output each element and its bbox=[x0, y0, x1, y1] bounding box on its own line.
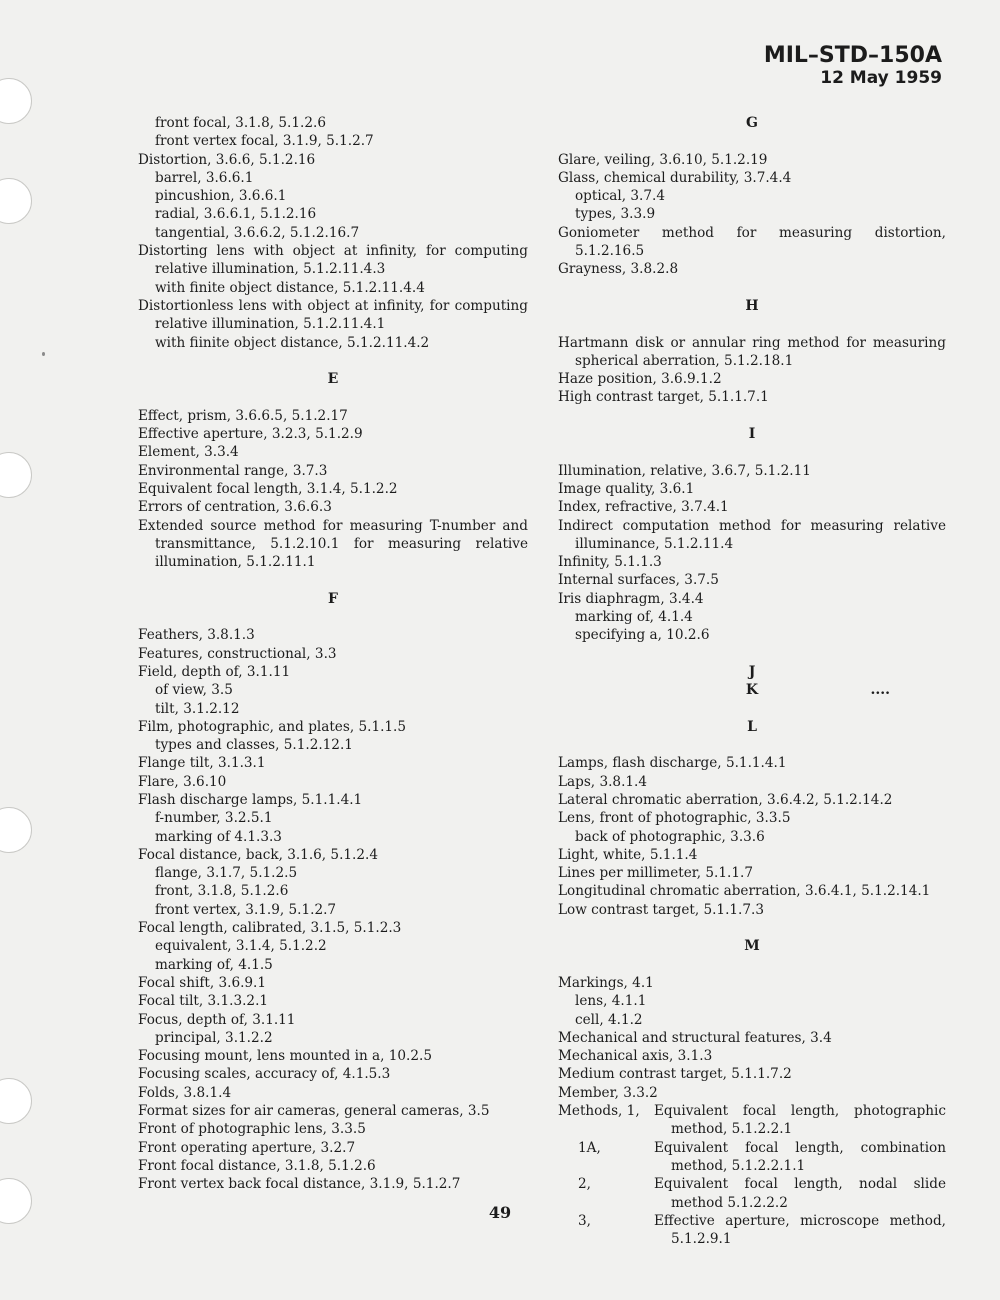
index-entry: Focal length, calibrated, 3.1.5, 5.1.2.3 bbox=[138, 920, 402, 937]
index-entry: Illumination, relative, 3.6.7, 5.1.2.11 bbox=[558, 462, 811, 479]
section-letter-text: E bbox=[327, 371, 339, 388]
section-letter bbox=[558, 681, 946, 699]
index-entry: Flare, 3.6.10 bbox=[138, 773, 227, 790]
spacer bbox=[138, 352, 528, 370]
index-entry: Mechanical axis, 3.1.3 bbox=[558, 1048, 713, 1065]
index-entry: Iris diaphragm, 3.4.4 bbox=[558, 590, 704, 607]
section-letter bbox=[558, 937, 946, 955]
index-entry: Image quality, 3.6.1 bbox=[558, 480, 695, 497]
index-entry: Haze position, 3.6.9.1.2 bbox=[558, 371, 722, 388]
document-date: 12 May 1959 bbox=[820, 68, 942, 88]
index-entry: Focusing mount, lens mounted in a, 10.2.5 bbox=[138, 1048, 432, 1065]
index-entry: Mechanical and structural features, 3.4 bbox=[558, 1029, 832, 1046]
section-letter-text: G bbox=[746, 115, 758, 131]
spacer bbox=[558, 407, 946, 425]
index-subentry: marking of, 4.1.4 bbox=[575, 609, 693, 626]
index-entry: Goniometer method for measuring distortion, 5.1.2.16.5 bbox=[558, 224, 946, 260]
index-subentry: marking of, 4.1.5 bbox=[155, 956, 273, 973]
index-entry: Feathers, 3.8.1.3 bbox=[138, 627, 255, 644]
index-entry: Focal tilt, 3.1.3.2.1 bbox=[138, 993, 269, 1010]
method-number: Methods, 1, bbox=[558, 1103, 640, 1120]
index-subentry: with finite object distance, 5.1.2.11.4.4 bbox=[155, 279, 425, 296]
index-subentry: of view, 3.5 bbox=[155, 682, 233, 699]
index-subentry: tangential, 3.6.6.2, 5.1.2.16.7 bbox=[155, 224, 360, 241]
index-entry: Lamps, flash discharge, 5.1.1.4.1 bbox=[558, 755, 787, 772]
index-subentry: back of photographic, 3.3.6 bbox=[575, 828, 765, 845]
index-subentry: front, 3.1.8, 5.1.2.6 bbox=[155, 883, 289, 900]
spacer bbox=[558, 279, 946, 297]
spacer bbox=[558, 919, 946, 937]
index-entry: Film, photographic, and plates, 5.1.1.5 bbox=[138, 718, 407, 735]
section-letter-text: I bbox=[748, 426, 756, 443]
section-letter bbox=[558, 297, 946, 315]
section-letter-text: J bbox=[748, 663, 756, 680]
method-number: 3, bbox=[578, 1212, 591, 1229]
index-entry: Glass, chemical durability, 3.7.4.4 bbox=[558, 169, 792, 186]
section-letter bbox=[138, 590, 528, 608]
section-letter bbox=[558, 718, 946, 736]
index-left-column bbox=[138, 114, 528, 1194]
spacer bbox=[138, 571, 528, 589]
index-entry: Environmental range, 3.7.3 bbox=[138, 462, 328, 479]
index-entry: Member, 3.3.2 bbox=[558, 1084, 658, 1101]
method-description: Effective aperture, microscope method, 5.1.2.9.1 bbox=[654, 1212, 946, 1248]
section-letter-text: K bbox=[745, 682, 759, 699]
index-entry: Front focal distance, 3.1.8, 5.1.2.6 bbox=[138, 1157, 376, 1174]
spacer bbox=[558, 645, 946, 663]
index-entry: Markings, 4.1 bbox=[558, 974, 654, 991]
index-entry: Folds, 3.8.1.4 bbox=[138, 1084, 232, 1101]
index-entry: Lines per millimeter, 5.1.1.7 bbox=[558, 865, 753, 882]
index-entry: Medium contrast target, 5.1.1.7.2 bbox=[558, 1066, 792, 1083]
method-description: Equivalent focal length, photographic method, 5.1.2.2.1 bbox=[654, 1103, 946, 1138]
standard-number: MIL–STD–150A bbox=[763, 43, 942, 68]
index-entry: Effective aperture, 3.2.3, 5.1.2.9 bbox=[138, 426, 363, 443]
section-trailer: .... bbox=[870, 682, 890, 699]
index-entry: Format sizes for air cameras, general cameras, 3.5 bbox=[138, 1103, 490, 1120]
index-entry: Glare, veiling, 3.6.10, 5.1.2.19 bbox=[558, 151, 768, 168]
binder-hole bbox=[0, 1078, 32, 1124]
index-subentry: f-number, 3.2.5.1 bbox=[155, 810, 273, 827]
binder-hole bbox=[0, 452, 32, 498]
index-entry: Grayness, 3.8.2.8 bbox=[558, 261, 679, 278]
index-entry: Internal surfaces, 3.7.5 bbox=[558, 572, 719, 589]
spacer bbox=[558, 956, 946, 974]
section-letter bbox=[138, 370, 528, 388]
method-description: Equivalent focal length, nodal slide method 5.1.2.2.2 bbox=[654, 1176, 946, 1211]
method-description: Equivalent focal length, combination method, 5.1.2.2.1.1 bbox=[654, 1139, 946, 1174]
index-subentry: lens, 4.1.1 bbox=[575, 993, 647, 1010]
document-header bbox=[764, 44, 942, 88]
index-subentry: barrel, 3.6.6.1 bbox=[155, 169, 254, 186]
index-subentry: pincushion, 3.6.6.1 bbox=[155, 188, 287, 205]
spacer bbox=[558, 736, 946, 754]
index-entry: Focus, depth of, 3.1.11 bbox=[138, 1011, 296, 1028]
index-entry: Lateral chromatic aberration, 3.6.4.2, 5.1.2.14.2 bbox=[558, 791, 893, 808]
index-subentry: front vertex focal, 3.1.9, 5.1.2.7 bbox=[155, 133, 374, 150]
section-letter-text: H bbox=[745, 297, 759, 314]
page-number: 49 bbox=[488, 1203, 512, 1222]
index-entry: Indirect computation method for measuring relative illuminance, 5.1.2.11.4 bbox=[558, 517, 946, 552]
method-entry bbox=[558, 1102, 946, 1139]
index-subentry: principal, 3.1.2.2 bbox=[155, 1029, 273, 1046]
index-subentry: tilt, 3.1.2.12 bbox=[155, 700, 240, 717]
spacer bbox=[138, 608, 528, 626]
index-entry: Lens, front of photographic, 3.3.5 bbox=[558, 810, 791, 827]
index-subentry: types and classes, 5.1.2.12.1 bbox=[155, 737, 353, 754]
section-letter bbox=[558, 425, 946, 443]
index-entry: Equivalent focal length, 3.1.4, 5.1.2.2 bbox=[138, 480, 398, 497]
index-entry: Longitudinal chromatic aberration, 3.6.4.1, 5.1.2.14.1 bbox=[558, 883, 931, 900]
index-entry: Focal distance, back, 3.1.6, 5.1.2.4 bbox=[138, 846, 378, 863]
section-letter bbox=[558, 663, 946, 681]
index-subentry: flange, 3.1.7, 5.1.2.5 bbox=[155, 865, 298, 882]
index-entry: Light, white, 5.1.1.4 bbox=[558, 846, 698, 863]
index-subentry: front vertex, 3.1.9, 5.1.2.7 bbox=[155, 901, 337, 918]
index-entry: Extended source method for measuring T-number and transmittance, 5.1.2.10.1 for measuring relative illumination, 5.1.2.11.1 bbox=[138, 517, 528, 571]
section-letter bbox=[558, 114, 946, 132]
spacer bbox=[558, 315, 946, 333]
index-entry: Hartmann disk or annular ring method for measuring spherical aberration, 5.1.2.18.1 bbox=[558, 334, 946, 369]
section-letter-text: F bbox=[328, 590, 338, 607]
index-right-column bbox=[558, 114, 946, 1248]
index-entry: Flash discharge lamps, 5.1.1.4.1 bbox=[138, 791, 363, 808]
index-entry: Front vertex back focal distance, 3.1.9, 5.1.2.7 bbox=[138, 1176, 461, 1193]
index-entry: High contrast target, 5.1.1.7.1 bbox=[558, 389, 769, 406]
index-entry: Distorting lens with object at infinity, for computing relative illumination, 5.1.2.11.4.3 bbox=[138, 243, 528, 278]
index-subentry: front focal, 3.1.8, 5.1.2.6 bbox=[155, 115, 326, 131]
binder-hole bbox=[0, 807, 32, 853]
index-entry: Features, constructional, 3.3 bbox=[138, 645, 337, 662]
index-subentry: types, 3.3.9 bbox=[575, 206, 656, 223]
scan-speck bbox=[42, 352, 45, 356]
section-letter-text: M bbox=[744, 938, 760, 955]
index-entry: Effect, prism, 3.6.6.5, 5.1.2.17 bbox=[138, 407, 348, 424]
index-subentry: optical, 3.7.4 bbox=[575, 188, 665, 205]
spacer bbox=[138, 388, 528, 406]
index-subentry: specifying a, 10.2.6 bbox=[575, 627, 710, 644]
index-entry: Index, refractive, 3.7.4.1 bbox=[558, 499, 729, 516]
index-entry: Infinity, 5.1.1.3 bbox=[558, 554, 662, 571]
method-number: 2, bbox=[578, 1176, 591, 1193]
index-subentry: with fiinite object distance, 5.1.2.11.4.2 bbox=[155, 334, 430, 351]
index-subentry: cell, 4.1.2 bbox=[575, 1011, 643, 1028]
index-entry: Errors of centration, 3.6.6.3 bbox=[138, 499, 332, 516]
section-letter-text: L bbox=[747, 718, 757, 735]
binder-hole bbox=[0, 178, 32, 224]
method-entry bbox=[558, 1139, 946, 1176]
index-subentry: marking of 4.1.3.3 bbox=[155, 828, 282, 845]
index-entry: Distortionless lens with object at infinity, for computing relative illumination, 5.1.2.11.4.1 bbox=[138, 297, 528, 333]
index-subentry: radial, 3.6.6.1, 5.1.2.16 bbox=[155, 206, 317, 223]
index-entry: Front of photographic lens, 3.3.5 bbox=[138, 1121, 366, 1138]
spacer bbox=[558, 700, 946, 718]
method-number: 1A, bbox=[578, 1139, 601, 1156]
index-entry: Element, 3.3.4 bbox=[138, 444, 239, 461]
index-entry: Field, depth of, 3.1.11 bbox=[138, 663, 291, 680]
index-entry: Flange tilt, 3.1.3.1 bbox=[138, 755, 266, 772]
binder-hole bbox=[0, 78, 32, 124]
index-entry: Front operating aperture, 3.2.7 bbox=[138, 1139, 356, 1156]
index-entry: Low contrast target, 5.1.1.7.3 bbox=[558, 901, 764, 918]
index-entry: Distortion, 3.6.6, 5.1.2.16 bbox=[138, 151, 316, 168]
spacer bbox=[558, 443, 946, 461]
index-subentry: equivalent, 3.1.4, 5.1.2.2 bbox=[155, 938, 327, 955]
index-entry: Focal shift, 3.6.9.1 bbox=[138, 974, 267, 991]
spacer bbox=[558, 132, 946, 150]
index-entry: Laps, 3.8.1.4 bbox=[558, 773, 648, 790]
index-entry: Focusing scales, accuracy of, 4.1.5.3 bbox=[138, 1066, 391, 1083]
